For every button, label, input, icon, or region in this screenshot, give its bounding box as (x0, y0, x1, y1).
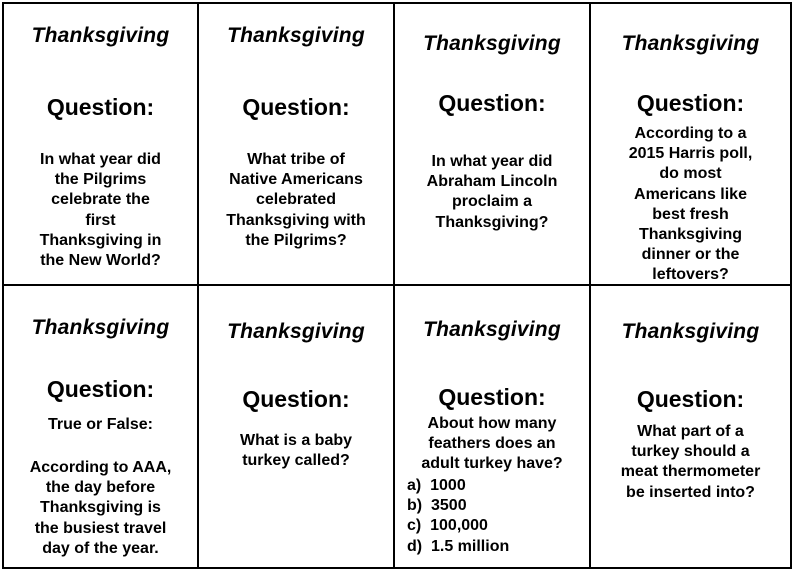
question-text: In what year did the Pilgrims celebrate the first Thanksgiving in the New World? (39, 151, 162, 270)
card-title: Thanksgiving (31, 316, 170, 339)
answer-option-d: d) 1.5 million (407, 537, 510, 555)
question-label: Question: (636, 386, 745, 412)
card-title: Thanksgiving (423, 32, 561, 55)
card-title: Thanksgiving (423, 318, 561, 341)
question-text: According to AAA, the day before Thanksgiving is the busiest travel day of the year. (29, 459, 172, 557)
question-label: Question: (438, 384, 546, 410)
card-title: Thanksgiving (621, 320, 760, 343)
question-card-native-tribe (197, 2, 395, 286)
question-text: According to a 2015 Harris poll, do most Americans like best fresh Thanksgiving dinner or the leftovers? (628, 125, 753, 284)
card-title: Thanksgiving (227, 320, 365, 343)
question-card-year-first-thanksgiving (2, 2, 199, 286)
true-false-label: True or False: (48, 416, 153, 433)
question-card-meat-thermometer (589, 284, 792, 569)
question-text: What part of a turkey should a meat thermometer be inserted into? (620, 423, 761, 501)
question-label: Question: (242, 386, 350, 412)
question-text: What is a baby turkey called? (239, 432, 353, 470)
card-title: Thanksgiving (621, 32, 760, 55)
question-label: Question: (46, 94, 155, 120)
answer-option-c: c) 100,000 (407, 517, 488, 535)
question-card-aaa-travel (2, 284, 199, 569)
question-label: Question: (46, 376, 155, 402)
question-label: Question: (438, 90, 546, 116)
question-card-harris-poll (589, 2, 792, 286)
question-label: Question: (636, 90, 745, 116)
answer-option-b: b) 3500 (407, 497, 467, 515)
question-label: Question: (242, 94, 350, 120)
card-title: Thanksgiving (227, 24, 365, 47)
question-text: About how many feathers does an adult turkey have? (421, 415, 563, 473)
question-card-lincoln-proclamation (393, 2, 591, 286)
answer-options (407, 476, 509, 557)
question-text: What tribe of Native Americans celebrated Thanksgiving with the Pilgrims? (226, 151, 366, 249)
card-title: Thanksgiving (31, 24, 170, 47)
question-card-turkey-feathers (393, 284, 591, 569)
answer-option-a: a) 1000 (407, 477, 466, 494)
question-card-baby-turkey (197, 284, 395, 569)
question-text: In what year did Abraham Lincoln proclaim a Thanksgiving? (426, 153, 558, 231)
